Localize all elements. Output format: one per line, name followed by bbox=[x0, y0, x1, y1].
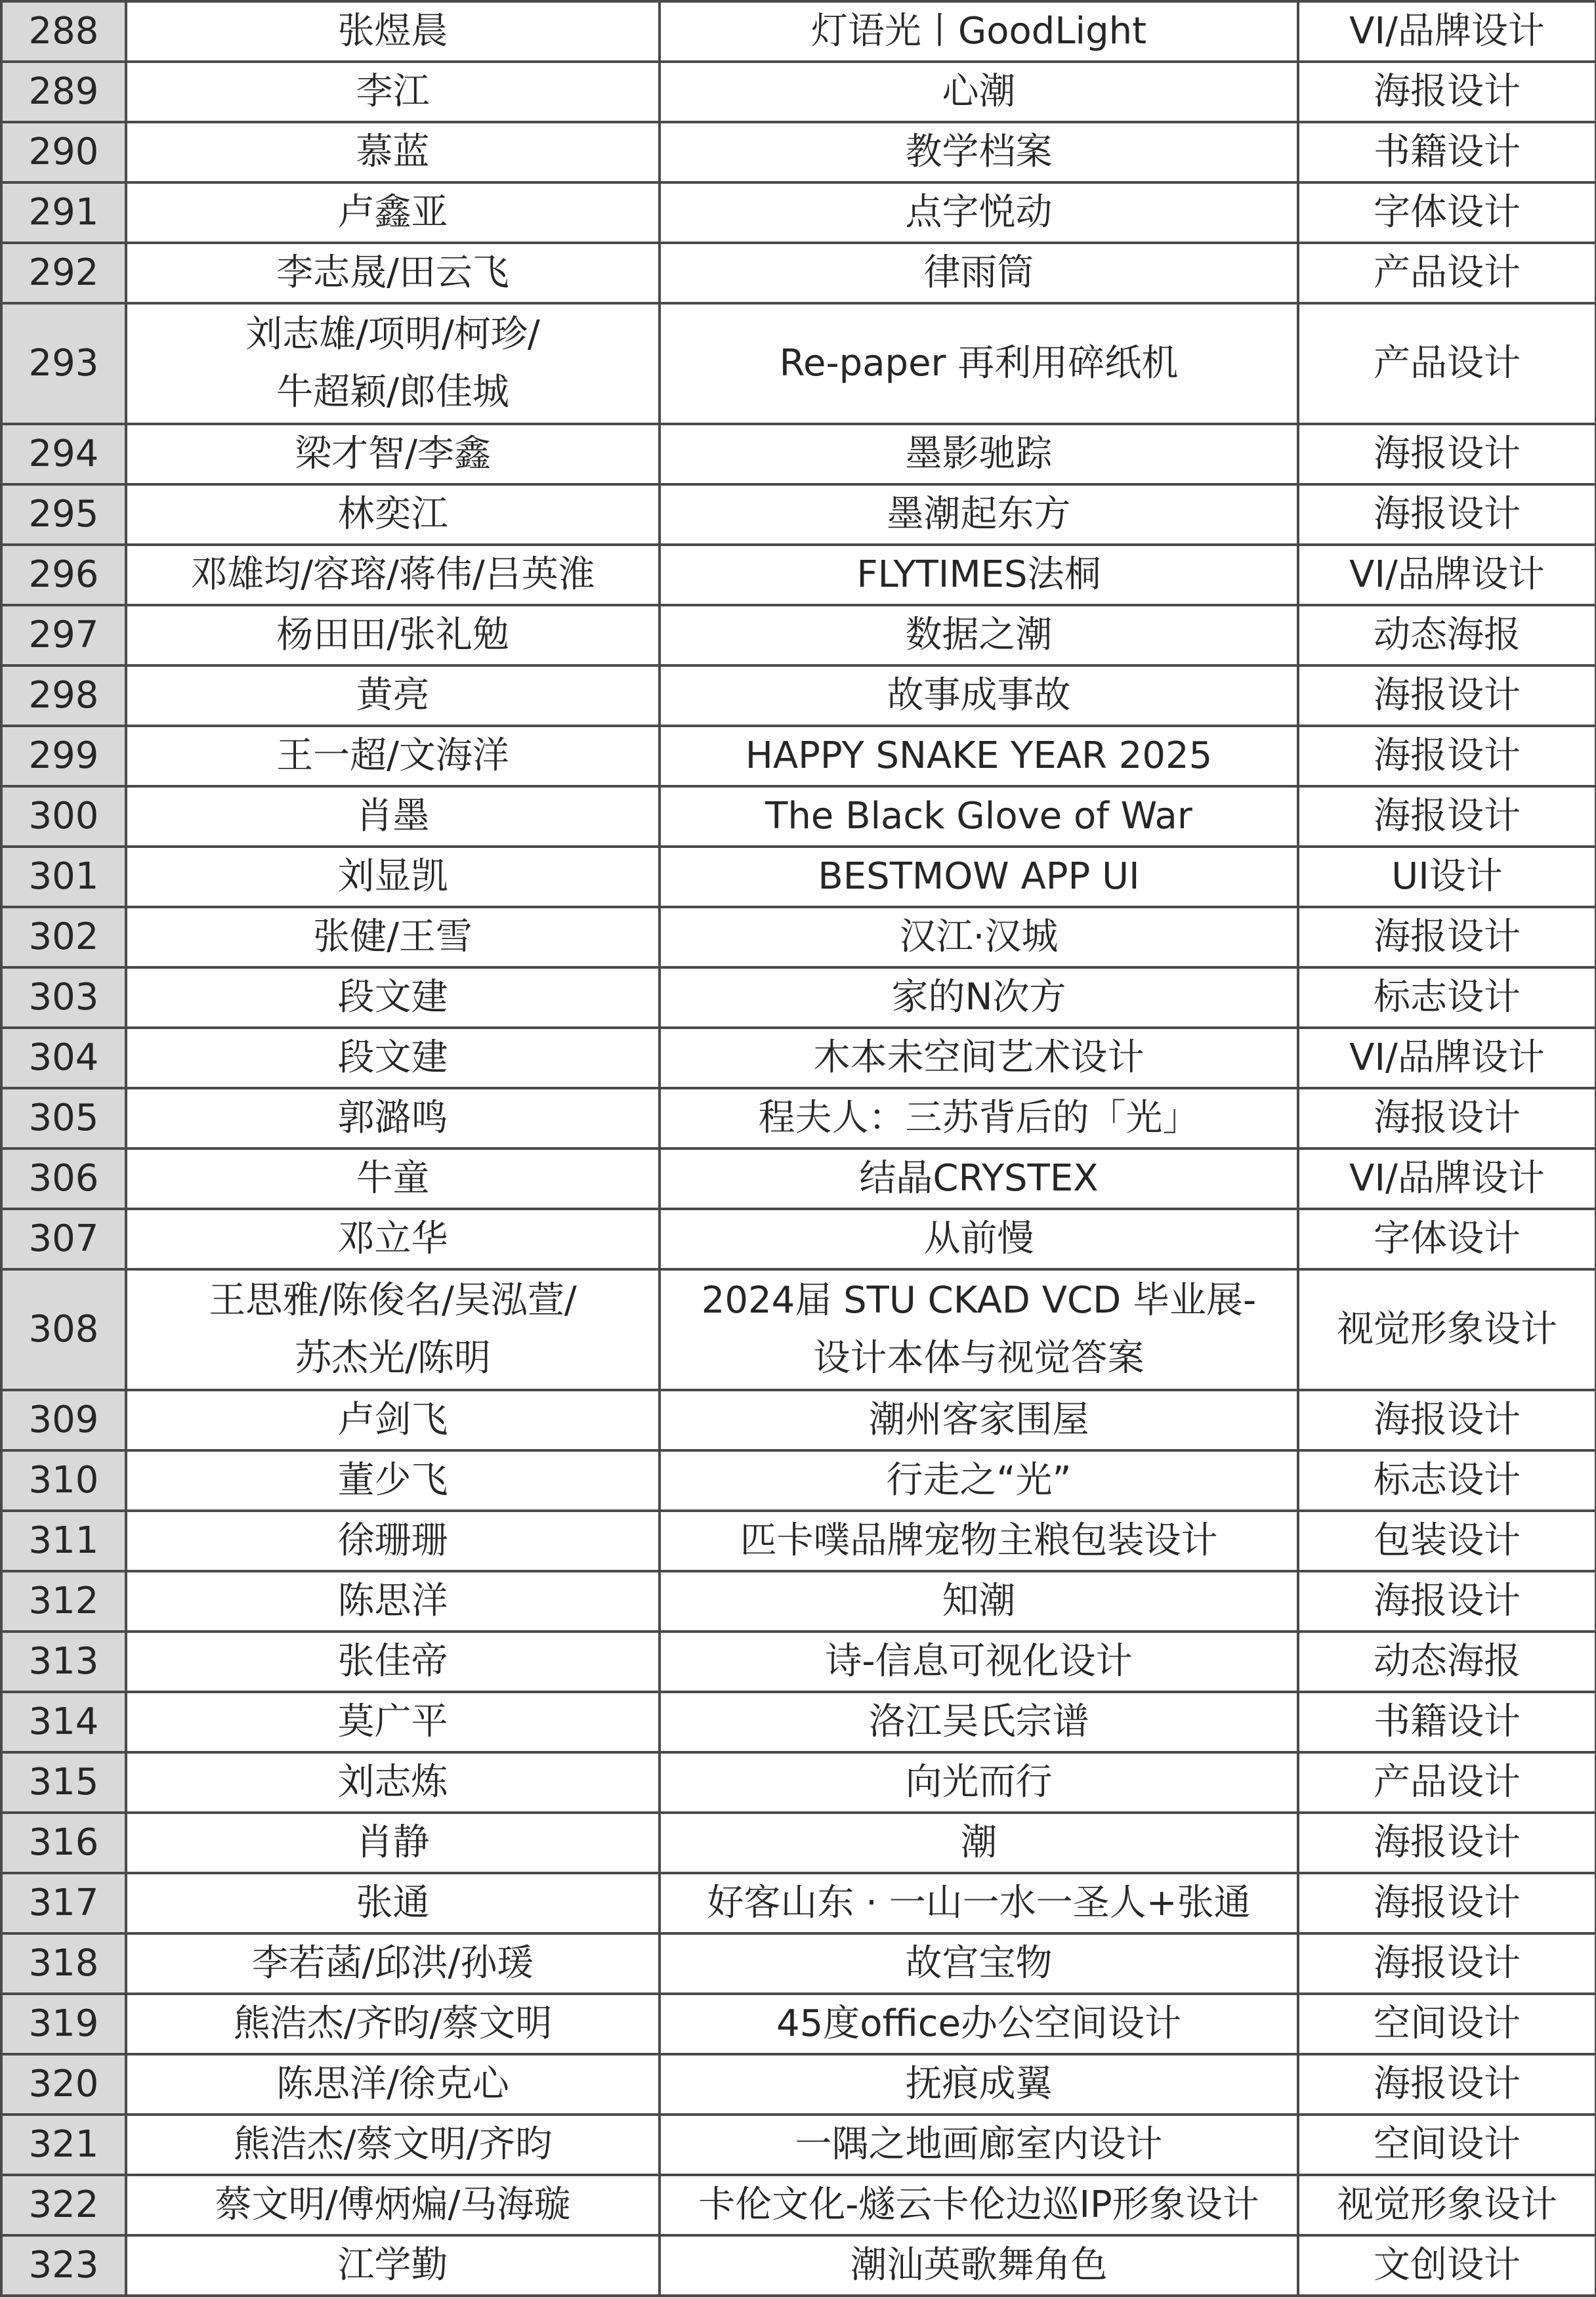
entry-work-title bbox=[660, 2235, 1298, 2296]
entry-authors-line: 李江 bbox=[356, 70, 430, 113]
entry-authors bbox=[126, 1692, 660, 1752]
entry-authors-line: 江学勤 bbox=[337, 2244, 448, 2286]
entry-category: 空间设计 bbox=[1298, 1994, 1596, 2054]
table-row bbox=[1, 1994, 1596, 2054]
entry-number: 291 bbox=[1, 182, 126, 243]
table-row bbox=[1, 1813, 1596, 1873]
entry-category: 书籍设计 bbox=[1298, 122, 1596, 182]
entry-authors-line: 刘显凯 bbox=[337, 855, 448, 898]
entry-category: 字体设计 bbox=[1298, 1209, 1596, 1269]
entry-authors-line: 肖墨 bbox=[356, 795, 430, 837]
entry-work-title-line: FLYTIMES法桐 bbox=[856, 553, 1101, 596]
entry-work-title-line: 墨影驰踪 bbox=[905, 432, 1053, 475]
entry-work-title bbox=[660, 484, 1298, 545]
table-row bbox=[1, 424, 1596, 484]
entry-number: 316 bbox=[1, 1813, 126, 1873]
entry-number: 315 bbox=[1, 1752, 126, 1813]
entry-work-title-line: 潮州客家围屋 bbox=[868, 1399, 1089, 1441]
entry-authors bbox=[126, 726, 660, 786]
entry-authors bbox=[126, 1632, 660, 1692]
entry-number: 293 bbox=[1, 303, 126, 424]
entry-work-title bbox=[660, 786, 1298, 847]
entry-work-title bbox=[660, 1148, 1298, 1209]
entry-category: 标志设计 bbox=[1298, 1450, 1596, 1511]
table-row bbox=[1, 243, 1596, 303]
entry-work-title bbox=[660, 907, 1298, 967]
table-row bbox=[1, 1148, 1596, 1209]
entry-authors bbox=[126, 967, 660, 1028]
entry-authors-line: 张通 bbox=[356, 1882, 430, 1924]
table-row bbox=[1, 1873, 1596, 1933]
entry-authors bbox=[126, 1269, 660, 1390]
entry-authors-line: 王思雅/陈俊名/吴泓萱/ bbox=[209, 1279, 577, 1322]
entry-authors bbox=[126, 1511, 660, 1571]
entry-authors-line: 陈思洋/徐克心 bbox=[276, 2063, 509, 2105]
entry-work-title bbox=[660, 1450, 1298, 1511]
entry-work-title-line: 木本未空间艺术设计 bbox=[813, 1036, 1144, 1079]
entry-authors-line: 邓雄均/容瑢/蒋伟/吕英淮 bbox=[190, 553, 595, 596]
entry-work-title bbox=[660, 967, 1298, 1028]
entry-number: 290 bbox=[1, 122, 126, 182]
entry-number: 303 bbox=[1, 967, 126, 1028]
entry-authors-line: 苏杰光/陈明 bbox=[295, 1337, 491, 1380]
entry-authors-line: 林奕江 bbox=[337, 493, 448, 536]
entry-authors bbox=[126, 2235, 660, 2296]
entry-work-title-line: 点字悦动 bbox=[905, 191, 1053, 234]
entry-category: 标志设计 bbox=[1298, 967, 1596, 1028]
entry-category: 海报设计 bbox=[1298, 1933, 1596, 1994]
entry-work-title-line: 卡伦文化-燧云卡伦边巡IP形象设计 bbox=[698, 2183, 1259, 2226]
entry-authors bbox=[126, 665, 660, 726]
entry-work-title-line: Re-paper 再利用碎纸机 bbox=[779, 342, 1179, 385]
entry-work-title bbox=[660, 1571, 1298, 1632]
entry-number: 319 bbox=[1, 1994, 126, 2054]
entry-authors-line: 慕蓝 bbox=[356, 131, 430, 173]
entry-number: 298 bbox=[1, 665, 126, 726]
entry-authors bbox=[126, 1994, 660, 2054]
entry-work-title bbox=[660, 2175, 1298, 2235]
entry-category: 海报设计 bbox=[1298, 1088, 1596, 1148]
entry-work-title bbox=[660, 1511, 1298, 1571]
table-row bbox=[1, 2115, 1596, 2175]
entry-work-title bbox=[660, 2054, 1298, 2115]
entry-work-title bbox=[660, 1632, 1298, 1692]
entry-work-title bbox=[660, 243, 1298, 303]
entry-authors bbox=[126, 1088, 660, 1148]
table-row bbox=[1, 907, 1596, 967]
entry-category: UI设计 bbox=[1298, 847, 1596, 907]
entry-number: 296 bbox=[1, 545, 126, 605]
entry-authors-line: 李若菡/邱洪/孙瑗 bbox=[251, 1942, 534, 1985]
entry-work-title-line: 潮 bbox=[960, 1821, 998, 1864]
entry-category: 海报设计 bbox=[1298, 726, 1596, 786]
entry-authors-line: 莫广平 bbox=[337, 1700, 448, 1743]
entry-authors-line: 熊浩杰/蔡文明/齐昀 bbox=[233, 2123, 553, 2166]
entry-category: VI/品牌设计 bbox=[1298, 1, 1596, 62]
table-row bbox=[1, 1632, 1596, 1692]
entry-work-title bbox=[660, 545, 1298, 605]
entry-work-title-line: 程夫人：三苏背后的「光」 bbox=[758, 1097, 1200, 1139]
entry-authors-line: 刘志雄/项明/柯珍/ bbox=[245, 313, 540, 356]
entry-work-title-line: 灯语光丨GoodLight bbox=[810, 10, 1147, 53]
entry-work-title bbox=[660, 1209, 1298, 1269]
entry-authors bbox=[126, 243, 660, 303]
entry-authors bbox=[126, 1390, 660, 1450]
entry-category: 产品设计 bbox=[1298, 303, 1596, 424]
entry-category: 动态海报 bbox=[1298, 605, 1596, 665]
entry-category: 海报设计 bbox=[1298, 786, 1596, 847]
entry-authors bbox=[126, 484, 660, 545]
entry-number: 322 bbox=[1, 2175, 126, 2235]
table-row bbox=[1, 1752, 1596, 1813]
entry-authors bbox=[126, 1933, 660, 1994]
entry-work-title-line: 2024届 STU CKAD VCD 毕业展- bbox=[701, 1279, 1257, 1322]
entry-number: 299 bbox=[1, 726, 126, 786]
entry-authors bbox=[126, 1209, 660, 1269]
entry-work-title bbox=[660, 2115, 1298, 2175]
entry-work-title-line: 心潮 bbox=[942, 70, 1016, 113]
entry-category: 海报设计 bbox=[1298, 907, 1596, 967]
entry-category: 海报设计 bbox=[1298, 665, 1596, 726]
entry-work-title-line: 好客山东 · 一山一水一圣人+张通 bbox=[707, 1882, 1251, 1924]
entry-number: 297 bbox=[1, 605, 126, 665]
entry-work-title-line: 结晶CRYSTEX bbox=[859, 1157, 1099, 1200]
entry-number: 309 bbox=[1, 1390, 126, 1450]
entry-work-title-line: 45度office办公空间设计 bbox=[776, 2002, 1181, 2045]
entry-authors-line: 徐珊珊 bbox=[337, 1519, 448, 1562]
entry-number: 311 bbox=[1, 1511, 126, 1571]
entry-authors-line: 卢剑飞 bbox=[337, 1399, 448, 1441]
entry-authors-line: 张煜晨 bbox=[337, 10, 448, 53]
entry-authors bbox=[126, 62, 660, 122]
entry-category: 字体设计 bbox=[1298, 182, 1596, 243]
entry-category: VI/品牌设计 bbox=[1298, 1148, 1596, 1209]
entry-category: 产品设计 bbox=[1298, 1752, 1596, 1813]
entry-number: 304 bbox=[1, 1028, 126, 1088]
entry-work-title bbox=[660, 1813, 1298, 1873]
entry-authors bbox=[126, 1571, 660, 1632]
entry-category: 海报设计 bbox=[1298, 1873, 1596, 1933]
entry-category: 海报设计 bbox=[1298, 62, 1596, 122]
entry-work-title-line: 向光而行 bbox=[905, 1761, 1053, 1803]
table-row bbox=[1, 303, 1596, 424]
entry-work-title bbox=[660, 62, 1298, 122]
entry-work-title-line: 故宫宝物 bbox=[905, 1942, 1053, 1985]
entry-authors-line: 杨田田/张礼勉 bbox=[276, 614, 509, 656]
entry-work-title-line: 家的N次方 bbox=[891, 976, 1066, 1019]
entry-work-title bbox=[660, 1933, 1298, 1994]
table-row bbox=[1, 1933, 1596, 1994]
entry-number: 314 bbox=[1, 1692, 126, 1752]
entry-work-title-line: 匹卡噗品牌宠物主粮包装设计 bbox=[740, 1519, 1218, 1562]
entry-work-title bbox=[660, 1390, 1298, 1450]
entry-authors bbox=[126, 424, 660, 484]
entry-work-title-line: 从前慢 bbox=[923, 1217, 1034, 1260]
entry-category: 视觉形象设计 bbox=[1298, 2175, 1596, 2235]
entry-work-title bbox=[660, 122, 1298, 182]
entry-authors-line: 董少飞 bbox=[337, 1459, 448, 1502]
table-row bbox=[1, 847, 1596, 907]
entry-work-title bbox=[660, 1028, 1298, 1088]
table-row bbox=[1, 2235, 1596, 2296]
entry-work-title bbox=[660, 1873, 1298, 1933]
entry-authors-line: 黄亮 bbox=[356, 674, 430, 717]
entry-work-title bbox=[660, 1269, 1298, 1390]
entry-authors-line: 李志晟/田云飞 bbox=[276, 251, 509, 294]
entry-category: 包装设计 bbox=[1298, 1511, 1596, 1571]
table-row bbox=[1, 1209, 1596, 1269]
entry-work-title bbox=[660, 665, 1298, 726]
table-row bbox=[1, 1511, 1596, 1571]
entry-category: 书籍设计 bbox=[1298, 1692, 1596, 1752]
entry-work-title bbox=[660, 424, 1298, 484]
entry-authors bbox=[126, 2115, 660, 2175]
entry-authors-line: 陈思洋 bbox=[337, 1580, 448, 1622]
entry-number: 318 bbox=[1, 1933, 126, 1994]
table-row bbox=[1, 2175, 1596, 2235]
entry-work-title-line: 抚痕成翼 bbox=[905, 2063, 1053, 2105]
table-row bbox=[1, 1390, 1596, 1450]
table-row bbox=[1, 1571, 1596, 1632]
entry-category: 动态海报 bbox=[1298, 1632, 1596, 1692]
entry-work-title-line: 律雨筒 bbox=[923, 251, 1034, 294]
entry-work-title bbox=[660, 605, 1298, 665]
entry-category: VI/品牌设计 bbox=[1298, 545, 1596, 605]
entry-authors bbox=[126, 605, 660, 665]
entry-authors bbox=[126, 786, 660, 847]
entry-authors-line: 牛超颖/郎佳城 bbox=[276, 371, 509, 413]
entry-category: 海报设计 bbox=[1298, 1571, 1596, 1632]
entry-category: 空间设计 bbox=[1298, 2115, 1596, 2175]
table-row bbox=[1, 1028, 1596, 1088]
entry-number: 300 bbox=[1, 786, 126, 847]
table-row bbox=[1, 1692, 1596, 1752]
entry-authors bbox=[126, 2054, 660, 2115]
entry-work-title-line: 潮汕英歌舞角色 bbox=[850, 2244, 1108, 2286]
entry-work-title bbox=[660, 1088, 1298, 1148]
entry-authors bbox=[126, 545, 660, 605]
entry-authors bbox=[126, 847, 660, 907]
entry-authors-line: 王一超/文海洋 bbox=[276, 734, 509, 777]
table-row bbox=[1, 484, 1596, 545]
entry-work-title bbox=[660, 1692, 1298, 1752]
entry-authors-line: 梁才智/李鑫 bbox=[295, 432, 491, 475]
entry-authors bbox=[126, 1028, 660, 1088]
entry-work-title-line: HAPPY SNAKE YEAR 2025 bbox=[745, 734, 1213, 777]
table-row bbox=[1, 726, 1596, 786]
table-row bbox=[1, 605, 1596, 665]
entry-authors bbox=[126, 122, 660, 182]
entry-authors bbox=[126, 182, 660, 243]
entry-work-title-line: The Black Glove of War bbox=[765, 795, 1192, 837]
entry-category: 文创设计 bbox=[1298, 2235, 1596, 2296]
entries-table-body bbox=[1, 1, 1596, 2296]
table-row bbox=[1, 1269, 1596, 1390]
entry-work-title-line: 故事成事故 bbox=[887, 674, 1071, 717]
entry-work-title bbox=[660, 847, 1298, 907]
entry-authors-line: 肖静 bbox=[356, 1821, 430, 1864]
table-row bbox=[1, 967, 1596, 1028]
entry-work-title-line: 一隅之地画廊室内设计 bbox=[795, 2123, 1163, 2166]
entry-number: 308 bbox=[1, 1269, 126, 1390]
entry-work-title-line: BESTMOW APP UI bbox=[818, 855, 1140, 898]
entry-work-title bbox=[660, 1, 1298, 62]
entry-number: 307 bbox=[1, 1209, 126, 1269]
entry-number: 301 bbox=[1, 847, 126, 907]
entry-work-title bbox=[660, 182, 1298, 243]
entry-authors bbox=[126, 1148, 660, 1209]
entry-work-title-line: 诗-信息可视化设计 bbox=[825, 1640, 1133, 1683]
entry-authors-line: 邓立华 bbox=[337, 1217, 448, 1260]
entry-authors bbox=[126, 303, 660, 424]
entry-category: 海报设计 bbox=[1298, 2054, 1596, 2115]
table-row bbox=[1, 545, 1596, 605]
entry-work-title-line: 墨潮起东方 bbox=[887, 493, 1071, 536]
entry-authors bbox=[126, 1752, 660, 1813]
entry-work-title bbox=[660, 1994, 1298, 2054]
entry-category: 海报设计 bbox=[1298, 1390, 1596, 1450]
entry-number: 305 bbox=[1, 1088, 126, 1148]
entry-work-title-line: 教学档案 bbox=[905, 131, 1053, 173]
entry-number: 320 bbox=[1, 2054, 126, 2115]
entry-work-title bbox=[660, 726, 1298, 786]
entry-authors-line: 蔡文明/傅炳煸/马海璇 bbox=[215, 2183, 571, 2226]
entry-work-title-line: 数据之潮 bbox=[905, 614, 1053, 656]
entry-number: 317 bbox=[1, 1873, 126, 1933]
entry-work-title-line: 洛江吴氏宗谱 bbox=[868, 1700, 1089, 1743]
entry-authors bbox=[126, 1813, 660, 1873]
table-row bbox=[1, 1, 1596, 62]
entry-authors-line: 段文建 bbox=[337, 1036, 448, 1079]
entry-authors bbox=[126, 1, 660, 62]
entry-authors bbox=[126, 2175, 660, 2235]
entry-number: 310 bbox=[1, 1450, 126, 1511]
table-row bbox=[1, 1088, 1596, 1148]
entry-category: 视觉形象设计 bbox=[1298, 1269, 1596, 1390]
entry-number: 295 bbox=[1, 484, 126, 545]
table-row bbox=[1, 665, 1596, 726]
table-row bbox=[1, 122, 1596, 182]
entry-authors-line: 熊浩杰/齐昀/蔡文明 bbox=[233, 2002, 553, 2045]
entry-work-title-line: 知潮 bbox=[942, 1580, 1016, 1622]
entry-category: 产品设计 bbox=[1298, 243, 1596, 303]
entry-number: 292 bbox=[1, 243, 126, 303]
entry-work-title bbox=[660, 303, 1298, 424]
table-row bbox=[1, 62, 1596, 122]
entry-number: 321 bbox=[1, 2115, 126, 2175]
table-row bbox=[1, 1450, 1596, 1511]
entry-authors bbox=[126, 1450, 660, 1511]
table-row bbox=[1, 2054, 1596, 2115]
entry-work-title-line: 行走之“光” bbox=[886, 1459, 1072, 1502]
entry-category: VI/品牌设计 bbox=[1298, 1028, 1596, 1088]
entry-authors bbox=[126, 907, 660, 967]
entry-authors bbox=[126, 1873, 660, 1933]
table-row bbox=[1, 182, 1596, 243]
entry-number: 289 bbox=[1, 62, 126, 122]
entry-authors-line: 牛童 bbox=[356, 1157, 430, 1200]
entry-authors-line: 刘志炼 bbox=[337, 1761, 448, 1803]
entry-work-title bbox=[660, 1752, 1298, 1813]
entry-number: 302 bbox=[1, 907, 126, 967]
table-row bbox=[1, 786, 1596, 847]
entry-authors-line: 张佳帝 bbox=[337, 1640, 448, 1683]
entry-number: 312 bbox=[1, 1571, 126, 1632]
entry-authors-line: 卢鑫亚 bbox=[337, 191, 448, 234]
entry-category: 海报设计 bbox=[1298, 424, 1596, 484]
entry-number: 288 bbox=[1, 1, 126, 62]
entry-work-title-line: 汉江·汉城 bbox=[899, 916, 1059, 958]
entry-number: 313 bbox=[1, 1632, 126, 1692]
entry-number: 294 bbox=[1, 424, 126, 484]
entry-work-title-line: 设计本体与视觉答案 bbox=[813, 1337, 1144, 1380]
entry-authors-line: 郭潞鸣 bbox=[337, 1097, 448, 1139]
entry-number: 306 bbox=[1, 1148, 126, 1209]
entry-authors-line: 张健/王雪 bbox=[313, 916, 472, 958]
entry-number: 323 bbox=[1, 2235, 126, 2296]
entry-authors-line: 段文建 bbox=[337, 976, 448, 1019]
entry-category: 海报设计 bbox=[1298, 484, 1596, 545]
entry-category: 海报设计 bbox=[1298, 1813, 1596, 1873]
